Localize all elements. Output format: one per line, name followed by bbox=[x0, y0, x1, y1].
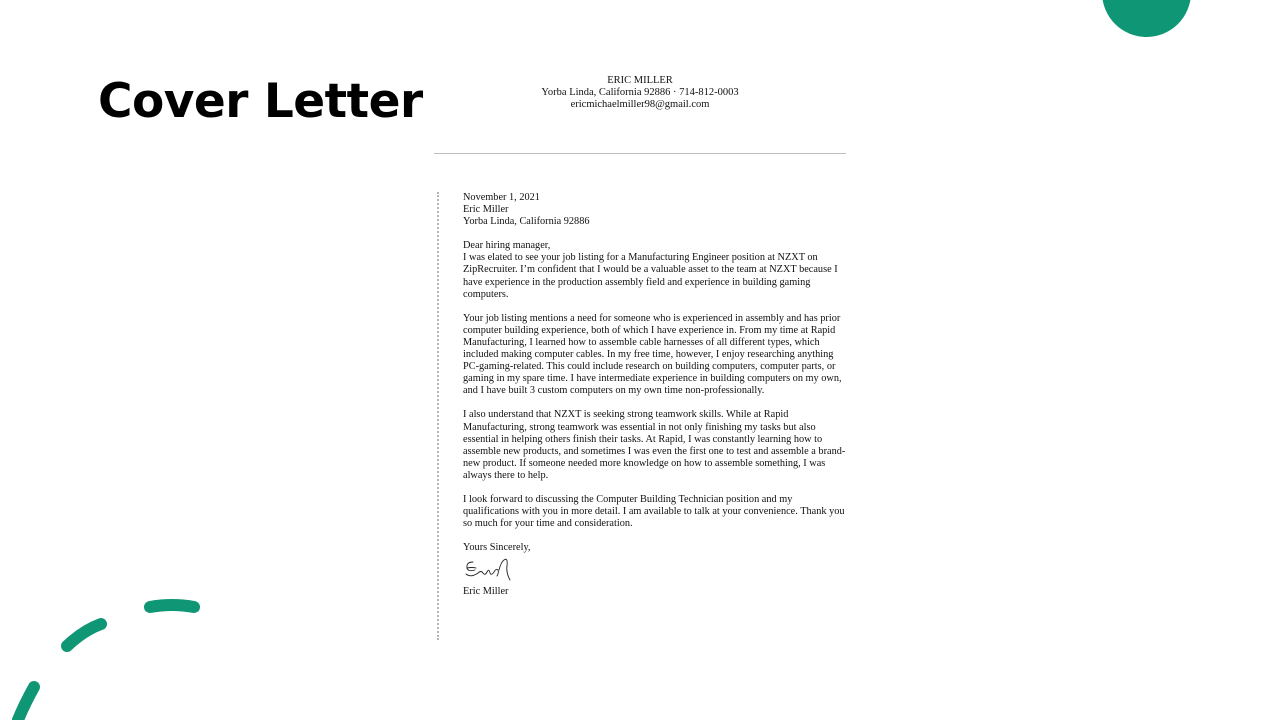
signature-name: Eric Miller bbox=[463, 586, 509, 598]
arc-dash-middle bbox=[67, 624, 101, 646]
sender-location: Yorba Linda, California 92886 bbox=[463, 216, 590, 228]
salutation: Dear hiring manager, bbox=[463, 240, 551, 252]
closing: Yours Sincerely, bbox=[463, 542, 531, 554]
letter-header bbox=[434, 75, 846, 111]
paragraph-1: I was elated to see your job listing for a Manufacturing Engineer position at NZXT on ZipRecruiter. I’m confident that I would be a valuable asset to the team at NZXT because I have experience in the production assembly field and experience in building gaming computers. bbox=[463, 252, 838, 300]
sender-name: Eric Miller bbox=[463, 204, 509, 216]
header-address-phone: Yorba Linda, California 92886 · 714-812-0003 bbox=[541, 87, 739, 98]
paragraph-3: I also understand that NZXT is seeking strong teamwork skills. While at Rapid Manufacturing, strong teamwork was essential in not only finishing my tasks but also essential in helping others finish their tasks. At Rapid, I was constantly learning how to assemble new products, and sometimes I was even the first one to test and assemble a brand-new product. If someone needed more knowledge on how to assemble something, I was always there to help. bbox=[463, 409, 846, 481]
header-name: ERIC MILLER bbox=[607, 75, 673, 86]
decorative-dashed-arc bbox=[0, 560, 260, 720]
letter-date: November 1, 2021 bbox=[463, 192, 540, 203]
handwritten-signature bbox=[463, 556, 515, 582]
decorative-circle bbox=[1102, 0, 1191, 37]
header-divider bbox=[434, 153, 846, 154]
arc-dash-top bbox=[150, 605, 194, 607]
header-email: ericmichaelmiller98@gmail.com bbox=[570, 99, 710, 110]
slide-title: Cover Letter bbox=[98, 74, 423, 129]
page-margin-line bbox=[437, 192, 439, 640]
paragraph-4: I look forward to discussing the Computer Building Technician position and my qualifications with you in more detail. I am available to talk at your convenience. Thank you so much for your time and consideration. bbox=[463, 493, 845, 530]
letter-body bbox=[463, 192, 847, 598]
paragraph-2: Your job listing mentions a need for someone who is experienced in assembly and has prior computer building experience, both of which I have experience in. From my time at Rapid Manufacturing, I learned how to assemble cable harnesses of all different types, which included making computer cables. In my free time, however, I enjoy researching anything PC-gaming-related. This could include research on building computers, computer parts, or gaming in my spare time. I have intermediate experience in building computers on my own, and I have built 3 custom computers on my own time non-professionally. bbox=[463, 312, 842, 397]
arc-dash-bottom bbox=[18, 687, 34, 720]
